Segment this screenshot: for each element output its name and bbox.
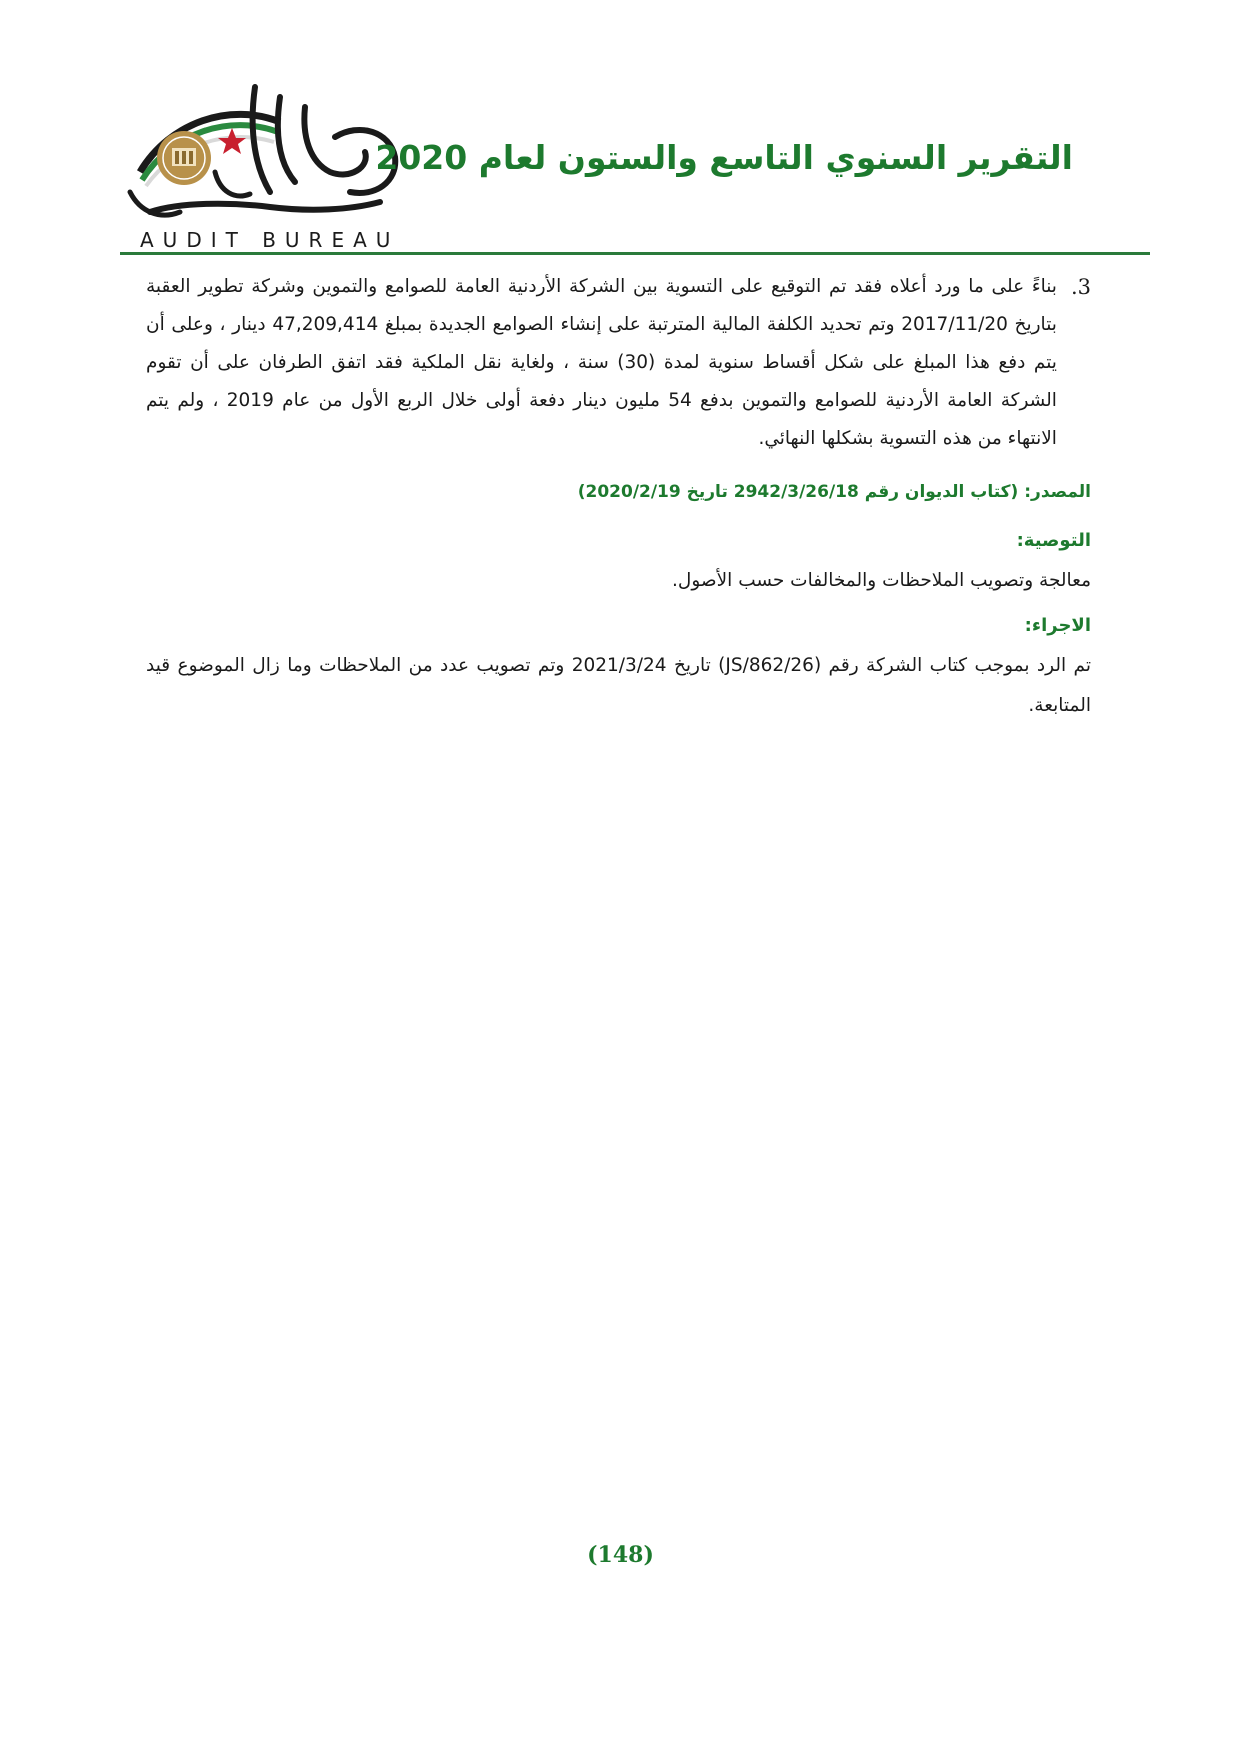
paragraph-text: بناءً على ما ورد أعلاه فقد تم التوقيع على التسوية بين الشركة الأردنية العامة للصوامع والتموين وشركة تطوير العقبة بتاريخ 2017/11/20 وتم تحديد الكلفة المالية المترتبة على إنشاء الصوامع الجديدة بمبلغ 47,209,414 دينار ، وعلى أن يتم دفع هذا المبلغ على شكل أقساط سنوية لمدة (30) سنة ، ولغاية نقل الملكية فقد اتفق الطرفان على أن تقوم الشركة العامة الأردنية للصوامع والتموين بدفع 54 مليون دينار دفعة أولى خلال الربع الأول من عام 2019 ، ولم يتم الانتهاء من هذه التسوية بشكلها النهائي. (146, 276, 1057, 449)
numbered-paragraph (146, 268, 1091, 458)
recommendation-text: معالجة وتصويب الملاحظات والمخالفات حسب الأصول. (672, 570, 1091, 591)
source-reference: المصدر: (كتاب الديوان رقم 2942/3/26/18 تاريخ 2020/2/19) (577, 482, 1091, 502)
page-content (146, 268, 1091, 726)
paragraph-number: 3. (1070, 275, 1091, 299)
page-number: (148) (587, 1542, 654, 1568)
action-text: تم الرد بموجب كتاب الشركة رقم (862/26/JS) تاريخ 2021/3/24 وتم تصويب عدد من الملاحظات وما زال الموضوع قيد المتابعة. (146, 655, 1091, 716)
page-header (0, 0, 1241, 260)
action-heading: الاجراء: (1024, 615, 1091, 636)
header-divider (120, 252, 1150, 255)
report-title: التقرير السنوي التاسع والستون لعام 2020 (375, 138, 1073, 177)
logo-english-name: AUDIT BUREAU (140, 228, 400, 252)
recommendation-heading: التوصية: (1016, 530, 1091, 551)
